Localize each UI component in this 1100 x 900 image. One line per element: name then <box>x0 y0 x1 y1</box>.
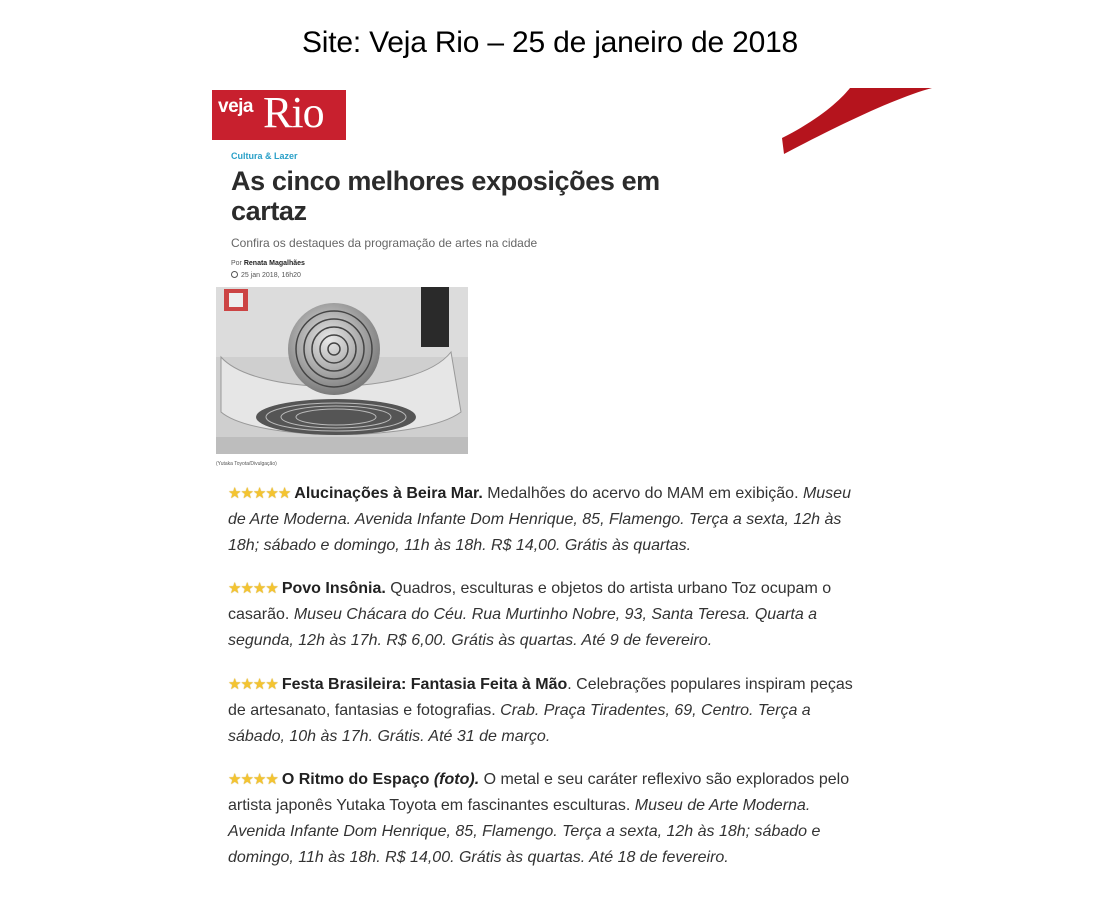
clock-icon <box>231 271 238 278</box>
author-name[interactable]: Renata Magalhães <box>243 260 305 267</box>
red-swoosh-graphic <box>782 88 962 156</box>
star-icon: ★ <box>228 485 242 502</box>
item-details: Museu de Arte Moderna. Avenida Infante Dom Henrique, 85, Flamengo. Terça a sexta, 12h às 18h; sábado e domingo, 11h às 18h. R$ 14,00. Grátis às quartas. Até 18 de fevereiro. <box>228 797 821 866</box>
star-icon: ★ <box>265 676 279 693</box>
star-icon: ★ <box>240 771 254 788</box>
byline <box>231 260 305 267</box>
star-icon: ★ <box>265 485 279 502</box>
star-icon: ★ <box>240 676 254 693</box>
article-subtitle: Confira os destaques da programação de artes na cidade <box>231 236 538 250</box>
item-title: O Ritmo do Espaço <box>281 771 430 788</box>
logo-veja-text: veja <box>218 96 253 117</box>
exhibition-item <box>228 767 868 871</box>
item-details: Museu Chácara do Céu. Rua Murtinho Nobre, 93, Santa Teresa. Quarta a segunda, 12h às 17h. R$ 6,00. Grátis às quartas. Até 9 de fevereiro. <box>228 606 818 649</box>
exhibition-item <box>228 672 868 750</box>
logo-rio-text: Rio <box>263 88 324 137</box>
star-icon: ★ <box>228 580 242 597</box>
star-icon: ★ <box>265 771 279 788</box>
star-icon: ★ <box>240 485 254 502</box>
item-description: O metal e seu caráter reflexivo são explorados pelo artista japonês Yutaka Toyota em fascinantes esculturas. <box>228 771 850 814</box>
item-description: Quadros, esculturas e objetos do artista urbano Toz ocupam o casarão. <box>228 580 832 623</box>
star-rating <box>228 576 278 602</box>
star-icon: ★ <box>277 485 292 502</box>
item-details: Crab. Praça Tiradentes, 69, Centro. Terça a sábado, 10h às 17h. Grátis. Até 31 de março. <box>228 702 811 745</box>
item-description: . Celebrações populares inspiram peças de artesanato, fantasias e fotografias. <box>228 676 853 719</box>
item-title: Festa Brasileira: Fantasia Feita à Mão <box>281 676 568 693</box>
star-icon: ★ <box>252 485 267 502</box>
item-title: Povo Insônia. <box>281 580 386 597</box>
star-icon: ★ <box>265 580 279 597</box>
star-icon: ★ <box>252 771 267 788</box>
sculpture-photo <box>216 287 468 454</box>
star-rating <box>228 672 278 698</box>
exhibition-item <box>228 481 868 559</box>
item-title-suffix: (foto). <box>429 771 480 788</box>
star-rating <box>228 481 290 507</box>
byline-prefix: Por <box>231 260 242 267</box>
star-icon: ★ <box>228 771 242 788</box>
item-title: Alucinações à Beira Mar. <box>294 485 483 502</box>
star-icon: ★ <box>228 676 242 693</box>
star-rating <box>228 767 278 793</box>
exhibition-item <box>228 576 868 654</box>
publish-date <box>231 271 301 279</box>
photo-credit: (Yutaka Toyota/Divulgação) <box>216 461 277 467</box>
item-details: Museu de Arte Moderna. Avenida Infante Dom Henrique, 85, Flamengo. Terça a sexta, 12h às 18h; sábado e domingo, 11h às 18h. R$ 14,00. Grátis às quartas. <box>228 485 851 554</box>
article-headline: As cinco melhores exposições em cartaz <box>231 166 660 226</box>
star-icon: ★ <box>252 676 267 693</box>
page-caption: Site: Veja Rio – 25 de janeiro de 2018 <box>301 26 799 59</box>
star-icon: ★ <box>252 580 267 597</box>
item-description: Medalhões do acervo do MAM em exibição. <box>482 485 803 502</box>
star-icon: ★ <box>240 580 254 597</box>
section-label[interactable]: Cultura & Lazer <box>231 151 298 161</box>
publish-date-text: 25 jan 2018, 16h20 <box>241 272 301 279</box>
veja-rio-logo[interactable] <box>212 90 346 140</box>
